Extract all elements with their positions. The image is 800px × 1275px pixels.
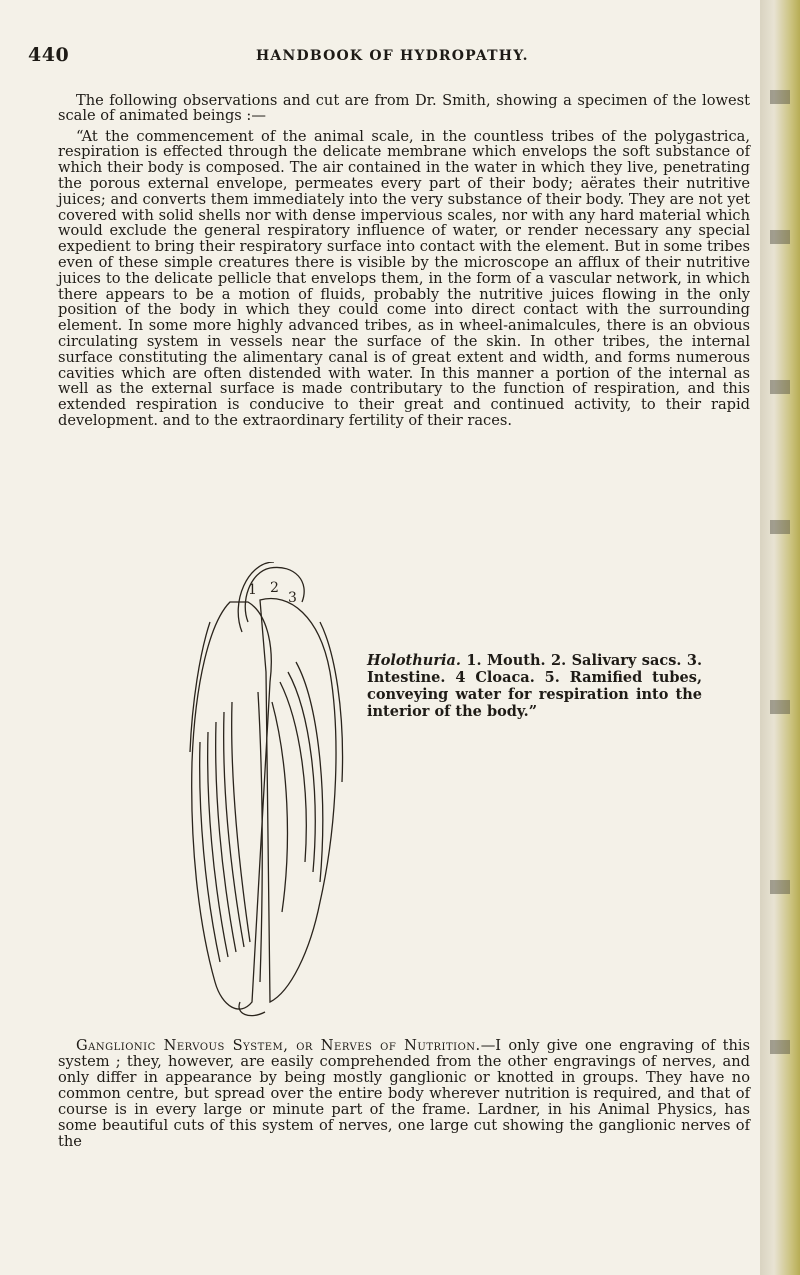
figure-label-2: 2 xyxy=(270,580,279,596)
caption-genus: Holothuria. xyxy=(367,652,461,669)
edge-mark xyxy=(770,520,790,534)
caption-text: 1. Mouth. 2. Salivary sacs. 3. Intestine. 4 Cloaca. 5. Ramified tubes, conveying water for respiration into the interior of the body.” xyxy=(367,652,702,720)
page-number: 440 xyxy=(28,44,70,66)
figure-label-3: 3 xyxy=(288,590,297,606)
ganglionic-paragraph xyxy=(58,1038,750,1150)
edge-mark xyxy=(770,90,790,104)
quote-paragraph: “At the commencement of the animal scale, in the countless tribes of the polygastrica, respiration is effected through the delicate membrane which envelops the soft substance of which their body is composed. The air contained in the water in which they live, penetrating the porous external envelope, permeates every part of their body; aërates their nutritive juices; and converts them immediately into the very substance of their body. They are not yet covered with solid shells nor with dense impervious scales, nor with any hard material which would exclude the general respiratory influence of water, or render necessary any special expedient to bring their respiratory surface into contact with the element. But in some tribes even of these simple creatures there is visible by the microscope an afflux of their nutritive juices to the delicate pellicle that envelops them, in the form of a vascular network, in which there appears to be a motion of fluids, probably the nutritive juices flowing in the only position of the body in which they could come into direct contact with the surrounding element. In some more highly advanced tribes, as in wheel-animalcules, there is an obvious circulating system in vessels near the surface of the skin. In other tribes, the internal surface constituting the alimentary canal is of great extent and width, and forms numerous cavities which are often distended with water. In this manner a portion of the internal as well as the external surface is made contributary to the function of respiration, and this extended respiration is conducive to their great and continued activity, to their rapid development. and to the extraordinary fertility of their races. xyxy=(58,127,750,429)
figure-label-1: 1 xyxy=(248,582,257,598)
edge-mark xyxy=(770,380,790,394)
edge-mark xyxy=(770,700,790,714)
ganglionic-text: —I only give one engraving of this system ; they, however, are easily comprehended from the other engravings of nerves, and only differ in appearance by being mostly ganglionic or knotted in groups. They have no common centre, but spread over the entire body wherever nutrition is required, and that of course is in every large or minute part of the frame. Lardner, in his Animal Physics, has some beautiful cuts of this system of nerves, one large cut showing the ganglionic nerves of the xyxy=(58,1036,750,1150)
ganglionic-heading: Ganglionic Nervous System, or Nerves of Nutrition. xyxy=(76,1036,481,1054)
facing-page-edge xyxy=(760,0,800,1275)
running-head: HANDBOOK OF HYDROPATHY. xyxy=(256,48,529,64)
holothuria-illustration xyxy=(170,562,355,1020)
edge-mark xyxy=(770,1040,790,1054)
intro-paragraph: The following observations and cut are from Dr. Smith, showing a specimen of the lowest scale of animated beings :— xyxy=(58,91,750,125)
figure-caption xyxy=(367,652,702,720)
edge-mark xyxy=(770,230,790,244)
holothuria-engraving xyxy=(170,562,355,1020)
edge-mark xyxy=(770,880,790,894)
